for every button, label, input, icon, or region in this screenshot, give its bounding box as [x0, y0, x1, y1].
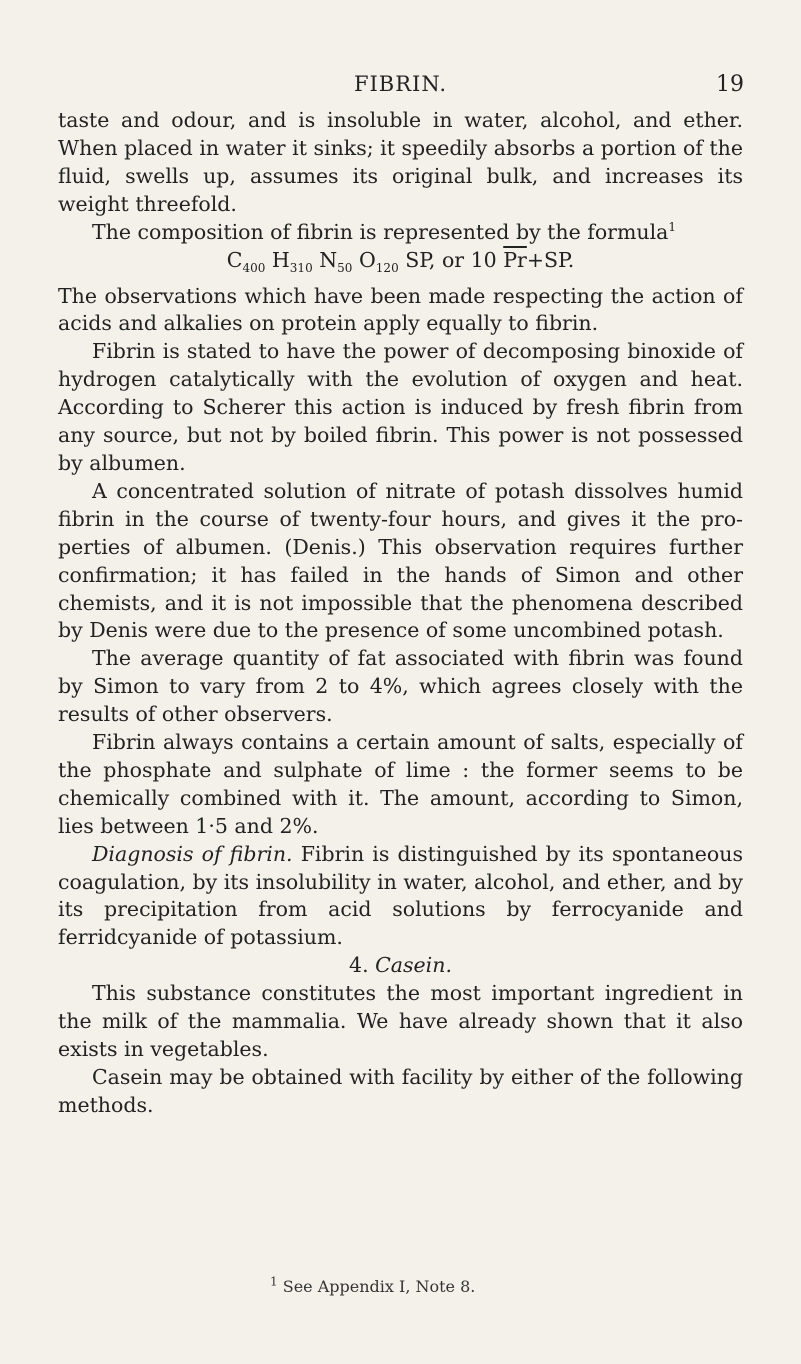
formula-h-sub: 310 [289, 260, 313, 275]
formula-o: O [358, 247, 376, 272]
footnote-ref: 1 [668, 219, 677, 234]
paragraph: Fibrin always contains a certain amount of salts, especially of the phosphate and sulphate of lime : the former seems to be chemically combined with it. The amount, according to Simon, lies between 1·5 and 2%. [58, 730, 743, 838]
paragraph: A concentrated solution of nitrate of potash dissolves humid fibrin in the course of twenty-four hours, and gives it the pro-perties of albumen. (Denis.) This observation requires further confirmation; it has failed in the hands of Simon and other chemists, and it is not impossible that the phenomena described by Denis were due to the presence of some uncombined potash. [58, 478, 743, 643]
chemical-formula [58, 247, 743, 283]
footnote-text: See Appendix I, Note 8. [282, 1277, 476, 1296]
paragraph: Fibrin is stated to have the power of decomposing binoxide of hydrogen catalytically with the evolution of oxygen and heat. According to Scherer this action is induced by fresh fibrin from any source, but not by boiled fibrin. This power is not possessed by albumen. [58, 339, 743, 475]
page-number: 19 [716, 72, 744, 97]
formula-o-sub: 120 [375, 260, 399, 275]
formula-n: N [319, 247, 338, 272]
formula-h: H [271, 247, 290, 272]
paragraph: This substance constitutes the most important ingredient in the milk of the mammalia. We have already shown that it also exists in vegetables. [58, 981, 743, 1061]
paragraph: taste and odour, and is insoluble in water, alcohol, and ether. When placed in water it sinks; it speedily absorbs a portion of the fluid, swells up, assumes its original bulk, and increases its weight threefold. [58, 108, 743, 216]
paragraph-text: The composition of fibrin is represented by the formula [92, 219, 669, 244]
paragraph-diagnosis [58, 841, 743, 953]
formula-n-sub: 50 [337, 260, 353, 275]
formula-tail: SP, or 10 [405, 247, 497, 272]
formula-c: C [226, 247, 243, 272]
section-title: Casein. [375, 953, 452, 978]
paragraph-text: Fibrin is distinguished by its spontaneous coagulation, by its insolubility in water, alcohol, and ether, and by its precipitation from acid solutions by ferrocyanide and ferridcyanide of potassium. [58, 841, 743, 950]
paragraph: Casein may be obtained with facility by either of the following methods. [58, 1064, 743, 1117]
page-header [0, 72, 801, 102]
footnote [270, 1274, 730, 1296]
formula-end: +SP. [526, 247, 575, 272]
diagnosis-label: Diagnosis of fibrin. [92, 841, 293, 866]
section-number: 4. [349, 953, 369, 978]
formula-pr: $\overline{Pr}$ [503, 247, 527, 272]
section-heading [58, 952, 743, 980]
paragraph: The observations which have been made respecting the action of acids and alkalies on protein apply equally to fibrin. [58, 283, 743, 336]
paragraph: The average quantity of fat associated with fibrin was found by Simon to vary from 2 to 4%, which agrees closely with the results of other observers. [58, 646, 743, 727]
formula-c-sub: 400 [242, 260, 266, 275]
page-body [58, 107, 743, 1120]
footnote-marker: 1 [270, 1274, 278, 1289]
paragraph-formula-intro [58, 219, 743, 247]
running-title: FIBRIN. [353, 72, 448, 96]
